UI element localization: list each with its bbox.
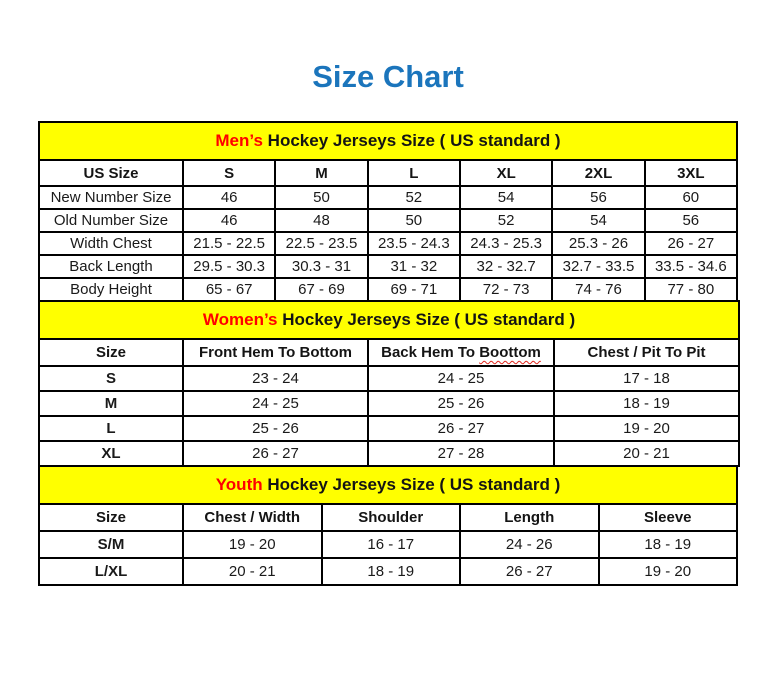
table-cell: 52 <box>368 186 460 209</box>
table-cell: 30.3 - 31 <box>275 255 367 278</box>
row-label: New Number Size <box>39 186 183 209</box>
table-cell: 24 - 26 <box>460 531 599 558</box>
column-header: Chest / Width <box>183 504 322 531</box>
table-cell: 56 <box>552 186 644 209</box>
table-cell: 19 - 20 <box>554 416 739 441</box>
table-cell: 48 <box>275 209 367 232</box>
column-header: 2XL <box>552 160 644 186</box>
table-cell: 65 - 67 <box>183 278 275 301</box>
youth-title-accent: Youth <box>215 475 263 494</box>
table-cell: 24 - 25 <box>183 391 368 416</box>
table-cell: 56 <box>645 209 737 232</box>
mens-table-title <box>39 122 737 160</box>
table-cell: 26 - 27 <box>183 441 368 466</box>
table-cell: 46 <box>183 209 275 232</box>
womens-banner-row <box>39 301 739 339</box>
table-row <box>39 441 739 466</box>
table-cell: 19 - 20 <box>183 531 322 558</box>
womens-size-table <box>38 300 740 467</box>
row-label: S/M <box>39 531 183 558</box>
table-cell: 46 <box>183 186 275 209</box>
table-cell: 32.7 - 33.5 <box>552 255 644 278</box>
table-cell: 25.3 - 26 <box>552 232 644 255</box>
table-cell: 25 - 26 <box>368 391 554 416</box>
column-header: M <box>275 160 367 186</box>
table-cell: 60 <box>645 186 737 209</box>
youth-size-table <box>38 465 738 586</box>
youth-title-text: Hockey Jerseys Size ( US standard ) <box>267 475 561 494</box>
column-header: 3XL <box>645 160 737 186</box>
table-cell: 50 <box>275 186 367 209</box>
table-cell: 17 - 18 <box>554 366 739 391</box>
table-row <box>39 186 737 209</box>
column-header: S <box>183 160 275 186</box>
table-cell: 74 - 76 <box>552 278 644 301</box>
table-cell: 26 - 27 <box>460 558 599 585</box>
table-cell: 26 - 27 <box>645 232 737 255</box>
row-label: Back Length <box>39 255 183 278</box>
table-cell: 77 - 80 <box>645 278 737 301</box>
table-row <box>39 531 737 558</box>
table-cell: 27 - 28 <box>368 441 554 466</box>
column-header: Front Hem To Bottom <box>183 339 368 366</box>
womens-title-accent: Women’s <box>202 310 278 329</box>
table-row <box>39 232 737 255</box>
table-cell: 22.5 - 23.5 <box>275 232 367 255</box>
table-cell: 54 <box>460 186 552 209</box>
mens-banner-row <box>39 122 737 160</box>
table-cell: 18 - 19 <box>322 558 461 585</box>
column-header: XL <box>460 160 552 186</box>
table-cell: 19 - 20 <box>599 558 738 585</box>
mens-size-table <box>38 121 738 302</box>
table-cell: 18 - 19 <box>554 391 739 416</box>
column-header-text: Back Hem To <box>381 344 476 361</box>
column-header: US Size <box>39 160 183 186</box>
row-label: S <box>39 366 183 391</box>
womens-title-text: Hockey Jerseys Size ( US standard ) <box>282 310 576 329</box>
table-cell: 26 - 27 <box>368 416 554 441</box>
table-cell: 69 - 71 <box>368 278 460 301</box>
table-cell: 20 - 21 <box>183 558 322 585</box>
table-cell: 52 <box>460 209 552 232</box>
table-cell: 54 <box>552 209 644 232</box>
mens-header-row <box>39 160 737 186</box>
youth-banner-row <box>39 466 737 504</box>
table-row <box>39 255 737 278</box>
size-tables <box>38 121 738 586</box>
table-row <box>39 366 739 391</box>
table-row <box>39 391 739 416</box>
table-row <box>39 416 739 441</box>
table-row <box>39 209 737 232</box>
table-cell: 29.5 - 30.3 <box>183 255 275 278</box>
table-cell: 50 <box>368 209 460 232</box>
row-label: M <box>39 391 183 416</box>
row-label: L/XL <box>39 558 183 585</box>
row-label: XL <box>39 441 183 466</box>
table-row <box>39 278 737 301</box>
column-header: Size <box>39 339 183 366</box>
table-cell: 67 - 69 <box>275 278 367 301</box>
womens-header-row <box>39 339 739 366</box>
column-header <box>368 339 554 366</box>
table-cell: 20 - 21 <box>554 441 739 466</box>
column-header: L <box>368 160 460 186</box>
row-label: Width Chest <box>39 232 183 255</box>
column-header: Shoulder <box>322 504 461 531</box>
page-title: Size Chart <box>312 59 464 94</box>
row-label: Old Number Size <box>39 209 183 232</box>
youth-table-title <box>39 466 737 504</box>
misspelled-word: Boottom <box>479 344 541 361</box>
table-cell: 24 - 25 <box>368 366 554 391</box>
table-cell: 72 - 73 <box>460 278 552 301</box>
column-header: Chest / Pit To Pit <box>554 339 739 366</box>
table-cell: 18 - 19 <box>599 531 738 558</box>
table-cell: 24.3 - 25.3 <box>460 232 552 255</box>
table-cell: 16 - 17 <box>322 531 461 558</box>
womens-table-title <box>39 301 739 339</box>
column-header: Sleeve <box>599 504 738 531</box>
table-cell: 23.5 - 24.3 <box>368 232 460 255</box>
row-label: Body Height <box>39 278 183 301</box>
table-cell: 31 - 32 <box>368 255 460 278</box>
table-cell: 32 - 32.7 <box>460 255 552 278</box>
table-row <box>39 558 737 585</box>
mens-title-accent: Men’s <box>215 131 263 150</box>
table-cell: 25 - 26 <box>183 416 368 441</box>
mens-title-text: Hockey Jerseys Size ( US standard ) <box>267 131 561 150</box>
row-label: L <box>39 416 183 441</box>
column-header: Size <box>39 504 183 531</box>
youth-header-row <box>39 504 737 531</box>
table-cell: 23 - 24 <box>183 366 368 391</box>
table-cell: 33.5 - 34.6 <box>645 255 737 278</box>
column-header: Length <box>460 504 599 531</box>
table-cell: 21.5 - 22.5 <box>183 232 275 255</box>
